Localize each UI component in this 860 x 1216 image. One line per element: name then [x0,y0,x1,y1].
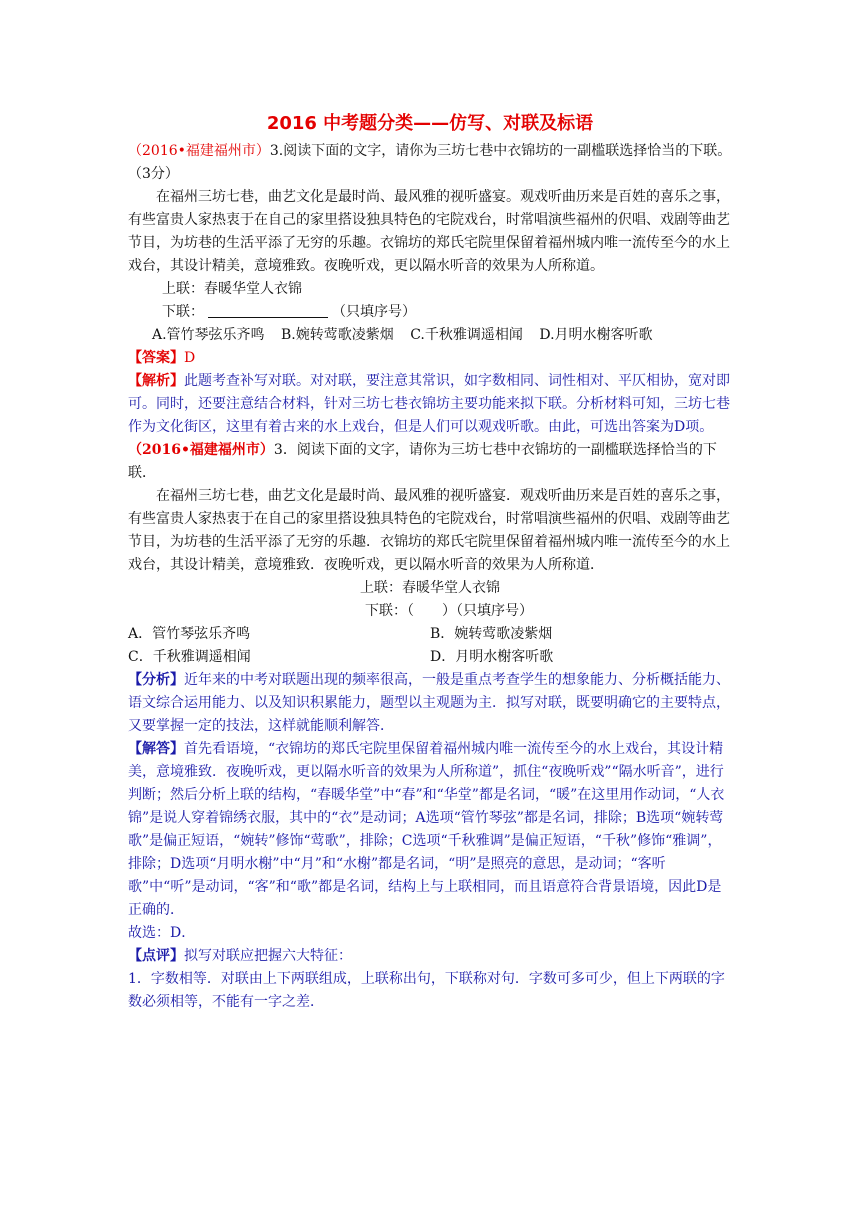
q2-option-c: C．千秋雅调遥相闻 [128,649,251,665]
analysis-text: 此题考查补写对联。对对联，要注意其常识，如字数相同、词性相对、平仄相协，宽对即可。同时，还要注意结合材料，针对三坊七巷衣锦坊主要功能来拟下联。分析材料可知，三坊七巷作为文化街区，这里有着古来的水上戏台，但是人们可以观戏听歌。由此，可选出答案为D项。 [128,373,730,435]
q1-stem [128,140,732,186]
answer-blank [208,303,328,318]
q1-option-b: B.婉转莺歌凌紫烟 [281,327,394,343]
jieda-text: 首先看语境，“衣锦坊的郑氏宅院里保留着福州城内唯一流传至今的水上戏台，其设计精美，意境雅致．夜晚听戏，更以隔水听音的效果为人所称道”，抓住“夜晚听戏”“隔水听音”，进行判断；然后分析上联的结构，“春暖华堂”中“春”和“华堂”都是名词，“暖”在这里用作动词，“人衣锦”是说人穿着锦绣衣服，其中的“衣”是动词；A选项“管竹琴弦”都是名词，排除；B选项“婉转莺歌”是偏正短语，“婉转”修饰“莺歌”，排除；C选项“千秋雅调”是偏正短语，“千秋”修饰“雅调”，排除；D选项“月明水榭”中“月”和“水榭”都是名词，“明”是照亮的意思，是动词；“客听歌”中“听”是动词，“客”和“歌”都是名词，结构上与上联相同，而且语意符合背景语境，因此D是正确的． [128,741,725,918]
q2-conclusion: 故选：D． [128,925,196,941]
q2-option-a: A．管竹琴弦乐齐鸣 [128,626,251,642]
q2-passage: 在福州三坊七巷，曲艺文化是最时尚、最风雅的视听盛宴．观戏听曲历来是百姓的喜乐之事，有些富贵人家热衷于在自己的家里搭设独具特色的宅院戏台，时常唱演些福州的伬唱、戏剧等曲艺节目，为坊巷的生活平添了无穷的乐趣．衣锦坊的郑氏宅院里保留着福州城内唯一流传至今的水上戏台，其设计精美，意境雅致．夜晚听戏，更以隔水听音的效果为人所称道． [128,488,730,573]
q2-point-1: 1．字数相等．对联由上下两联组成，上联称出句，下联称对句．字数可多可少，但上下两联的字数必须相等，不能有一字之差． [128,971,725,1010]
page-title: 2016 中考题分类——仿写、对联及标语 [266,113,594,134]
answer-tag: 【答案】 [128,350,184,366]
document-page [128,110,732,1014]
q1-lower-couplet [128,301,732,324]
q1-upper-couplet: 上联：春暖华堂人衣锦 [162,281,302,297]
q1-option-c: C.千秋雅调遥相闻 [410,327,523,343]
q2-options-row-2 [128,646,732,669]
q1-options [128,324,732,347]
q2-jieda [128,738,732,922]
jieda-tag: 【解答】 [128,741,184,757]
q1-lower-label: 下联： [162,304,204,320]
q2-lower-couplet: 下联：（ ）（只填序号） [365,603,533,619]
q2-dianping [128,945,732,968]
q2-source: （2016•福建福州市） [128,442,274,458]
q1-stem-text: 3.阅读下面的文字，请你为三坊七巷中衣锦坊的一副槛联选择恰当的下联。（3分） [128,143,732,182]
q1-option-d: D.月明水榭客听歌 [539,327,653,343]
q2-stem-text: 3．阅读下面的文字，请你为三坊七巷中衣锦坊的一副槛联选择恰当的下联． [128,442,717,481]
fenxi-tag: 【分析】 [128,672,184,688]
q1-analysis [128,370,732,439]
dianping-text: 拟写对联应把握六大特征： [184,948,352,964]
analysis-tag: 【解析】 [128,373,184,389]
q1-option-a: A.管竹琴弦乐齐鸣 [152,327,265,343]
answer-value: D [184,350,196,366]
q2-stem [128,439,732,485]
q1-lower-note: （只填序号） [332,304,416,320]
q1-source: （2016•福建福州市） [128,143,270,159]
q2-upper-couplet: 上联：春暖华堂人衣锦 [360,580,500,596]
q2-fenxi [128,669,732,738]
dianping-tag: 【点评】 [128,948,184,964]
q2-option-d: D．月明水榭客听歌 [430,649,554,665]
q1-passage: 在福州三坊七巷，曲艺文化是最时尚、最风雅的视听盛宴。观戏听曲历来是百姓的喜乐之事，有些富贵人家热衷于在自己的家里搭设独具特色的宅院戏台，时常唱演些福州的伬唱、戏剧等曲艺节目，为坊巷的生活平添了无穷的乐趣。衣锦坊的郑氏宅院里保留着福州城内唯一流传至今的水上戏台，其设计精美，意境雅致。夜晚听戏，更以隔水听音的效果为人所称道。 [128,189,730,274]
q2-options-row-1 [128,623,732,646]
q1-answer [128,347,732,370]
q2-option-b: B．婉转莺歌凌紫烟 [430,626,553,642]
fenxi-text: 近年来的中考对联题出现的频率很高，一般是重点考查学生的想象能力、分析概括能力、语文综合运用能力、以及知识积累能力，题型以主观题为主．拟写对联，既要明确它的主要特点，又要掌握一定的技法，这样就能顺利解答． [128,672,730,734]
